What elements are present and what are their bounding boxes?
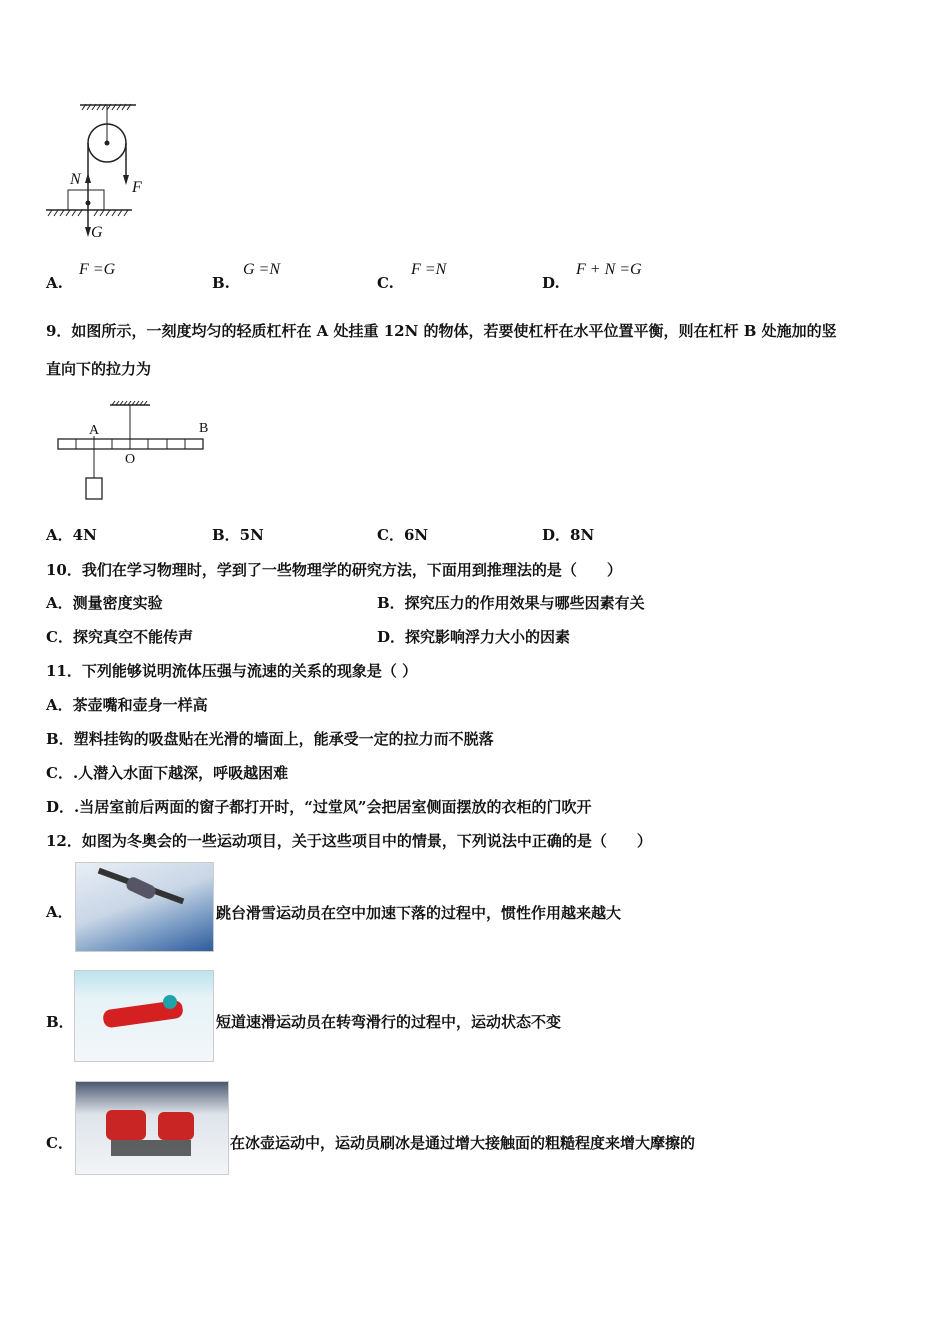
speed-skating-photo <box>74 970 214 1062</box>
q11-option-b[interactable]: B．塑料挂钩的吸盘贴在光滑的墙面上，能承受一定的拉力而不脱落 <box>46 730 494 748</box>
q12-option-b-letter[interactable]: B． <box>46 1013 74 1031</box>
q11-option-c[interactable]: C．.人潜入水面下越深，呼吸越困难 <box>46 764 289 782</box>
q12-option-a-letter[interactable]: A． <box>46 903 73 921</box>
q8-option-d-letter[interactable]: D. <box>542 274 560 292</box>
q10-option-a[interactable]: A．测量密度实验 <box>46 594 163 612</box>
q8-option-a-letter[interactable]: A. <box>46 274 63 292</box>
label-N: N <box>70 171 81 188</box>
label-A: A <box>89 423 100 438</box>
q9-option-c[interactable]: C．6N <box>377 526 429 544</box>
label-G: G <box>91 224 103 241</box>
curling-photo <box>75 1081 229 1175</box>
q8-option-a-formula: F =G <box>79 261 116 278</box>
q12-stem: 12．如图为冬奥会的一些运动项目，关于这些项目中的情景，下列说法中正确的是（ ） <box>46 832 652 850</box>
q12-option-c-text: 在冰壶运动中，运动员刷冰是通过增大接触面的粗糙程度来增大摩擦的 <box>230 1134 696 1152</box>
q8-option-c-formula: F =N <box>411 261 447 278</box>
q11-option-a[interactable]: A．茶壶嘴和壶身一样高 <box>46 696 208 714</box>
q9-option-d[interactable]: D．8N <box>542 526 595 544</box>
q11-stem: 11．下列能够说明流体压强与流速的关系的现象是（ ） <box>46 662 418 680</box>
q8-option-b-letter[interactable]: B. <box>212 274 230 292</box>
q8-option-b-formula: G =N <box>243 261 281 278</box>
q9-option-a[interactable]: A．4N <box>46 526 97 544</box>
q12-option-b-text: 短道速滑运动员在转弯滑行的过程中，运动状态不变 <box>216 1013 562 1031</box>
q10-stem: 10．我们在学习物理时，学到了一些物理学的研究方法，下面用到推理法的是（ ） <box>46 561 622 579</box>
q12-option-c-letter[interactable]: C． <box>46 1134 73 1152</box>
q10-option-d[interactable]: D．探究影响浮力大小的因素 <box>377 628 571 646</box>
label-F: F <box>132 179 142 196</box>
q8-option-c-letter[interactable]: C. <box>377 274 394 292</box>
label-B: B <box>199 421 209 436</box>
q10-option-b[interactable]: B．探究压力的作用效果与哪些因素有关 <box>377 594 645 612</box>
q10-option-c[interactable]: C．探究真空不能传声 <box>46 628 193 646</box>
pulley-diagram <box>40 95 160 245</box>
ski-jumping-photo <box>75 862 214 952</box>
q8-option-d-formula: F + N =G <box>576 261 642 278</box>
q9-stem-line1: 9．如图所示，一刻度均匀的轻质杠杆在 A 处挂重 12N 的物体，若要使杠杆在水平位置平衡，则在杠杆 B 处施加的竖 <box>46 322 837 340</box>
label-O: O <box>125 452 136 467</box>
q11-option-d[interactable]: D．.当居室前后两面的窗子都打开时，“过堂风”会把居室侧面摆放的衣柜的门吹开 <box>46 798 592 816</box>
q12-option-a-text: 跳台滑雪运动员在空中加速下落的过程中，惯性作用越来越大 <box>216 904 622 922</box>
q9-option-b[interactable]: B．5N <box>212 526 264 544</box>
q9-stem-line2: 直向下的拉力为 <box>46 360 152 378</box>
